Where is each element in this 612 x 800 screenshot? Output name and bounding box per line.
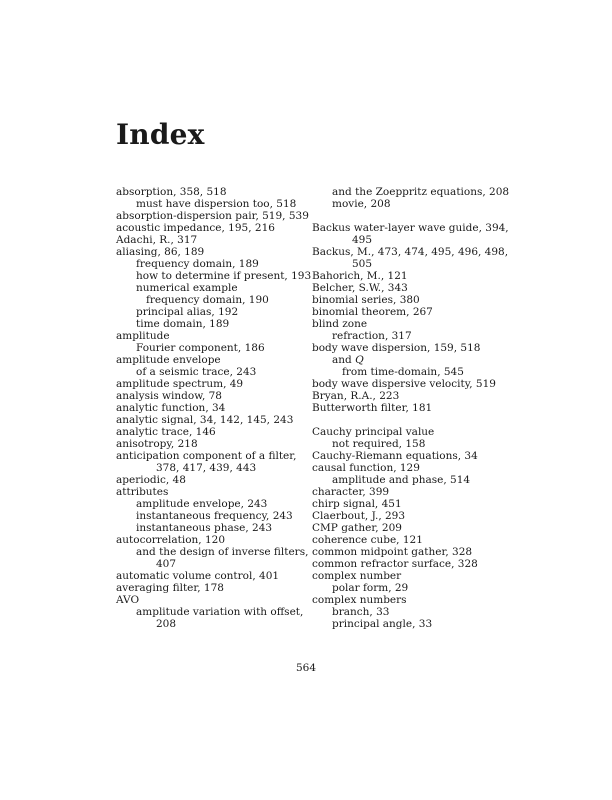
index-subentry: polar form, 29: [332, 582, 409, 594]
index-entry: amplitude spectrum, 49: [116, 378, 244, 390]
index-entry: anticipation component of a filter,: [116, 450, 297, 462]
index-entry: aliasing, 86, 189: [116, 246, 205, 258]
index-entry: common midpoint gather, 328: [312, 546, 473, 558]
index-entry: acoustic impedance, 195, 216: [116, 222, 275, 234]
index-entry: automatic volume control, 401: [116, 570, 280, 582]
index-entry: absorption-dispersion pair, 519, 539: [116, 210, 309, 222]
index-entry: complex number: [312, 570, 402, 582]
index-entry: body wave dispersion, 159, 518: [312, 342, 481, 354]
index-entry: analytic trace, 146: [116, 426, 216, 438]
index-entry: common refractor surface, 328: [312, 558, 478, 570]
index-subentry: amplitude variation with offset,: [136, 606, 304, 618]
index-entry: Belcher, S.W., 343: [312, 282, 408, 294]
index-entry: Bahorich, M., 121: [312, 270, 408, 282]
index-entry: absorption, 358, 518: [116, 186, 227, 198]
section-gap: [312, 414, 502, 426]
index-entry: analytic function, 34: [116, 402, 226, 414]
index-subentry: numerical example: [136, 282, 238, 294]
index-entry: chirp signal, 451: [312, 498, 402, 510]
index-entry: CMP gather, 209: [312, 522, 402, 534]
index-entry: analysis window, 78: [116, 390, 222, 402]
index-entry: body wave dispersive velocity, 519: [312, 378, 496, 390]
index-subentry: and the Zoeppritz equations, 208: [332, 186, 510, 198]
index-entry: anisotropy, 218: [116, 438, 198, 450]
index-subentry: amplitude envelope, 243: [136, 498, 268, 510]
q-symbol: Q: [355, 354, 364, 366]
index-subentry: refraction, 317: [332, 330, 412, 342]
index-subentry: must have dispersion too, 518: [136, 198, 297, 210]
index-subentry: instantaneous phase, 243: [136, 522, 273, 534]
index-entry: binomial series, 380: [312, 294, 420, 306]
index-subentry: instantaneous frequency, 243: [136, 510, 293, 522]
index-entry: autocorrelation, 120: [116, 534, 226, 546]
index-entry: Bryan, R.A., 223: [312, 390, 400, 402]
index-subentry: frequency domain, 190: [146, 294, 269, 306]
section-gap: [312, 210, 502, 222]
index-entry: aperiodic, 48: [116, 474, 186, 486]
index-subentry: time domain, 189: [136, 318, 230, 330]
index-subentry: branch, 33: [332, 606, 390, 618]
index-entry: Backus water-layer wave guide, 394,: [312, 222, 509, 234]
index-entry: complex numbers: [312, 594, 407, 606]
index-subentry: of a seismic trace, 243: [136, 366, 257, 378]
page-title: Index: [116, 118, 205, 151]
index-subentry: 505: [352, 258, 373, 270]
index-subentry: how to determine if present, 193: [136, 270, 312, 282]
index-entry: Adachi, R., 317: [116, 234, 198, 246]
index-entry: analytic signal, 34, 142, 145, 243: [116, 414, 294, 426]
index-entry: Backus, M., 473, 474, 495, 496, 498,: [312, 246, 509, 258]
index-entry: AVO: [116, 594, 140, 606]
index-subentry: 208: [156, 618, 177, 630]
index-entry: Claerbout, J., 293: [312, 510, 406, 522]
index-entry: Cauchy-Riemann equations, 34: [312, 450, 478, 462]
index-entry: binomial theorem, 267: [312, 306, 433, 318]
index-entry: coherence cube, 121: [312, 534, 423, 546]
index-column-right: [312, 186, 510, 630]
index-subentry: 378, 417, 439, 443: [156, 462, 257, 474]
index-entry: amplitude: [116, 330, 170, 342]
index-subentry: frequency domain, 189: [136, 258, 259, 270]
index-entry: Butterworth filter, 181: [312, 402, 433, 414]
index-subentry: and Q: [332, 354, 364, 366]
index-subentry: 407: [156, 558, 177, 570]
index-subentry: principal angle, 33: [332, 618, 433, 630]
index-subentry: movie, 208: [332, 198, 391, 210]
index-subentry: from time-domain, 545: [342, 366, 464, 378]
index-entry: causal function, 129: [312, 462, 420, 474]
index-subentry: Fourier component, 186: [136, 342, 265, 354]
index-column-left: [116, 186, 312, 630]
index-subentry: not required, 158: [332, 438, 426, 450]
index-subentry: and the design of inverse filters,: [136, 546, 309, 558]
page-number: 564: [295, 662, 317, 674]
index-subentry: 495: [352, 234, 373, 246]
index-entry: averaging filter, 178: [116, 582, 224, 594]
index-entry: attributes: [116, 486, 169, 498]
index-entry: amplitude envelope: [116, 354, 221, 366]
index-subentry: principal alias, 192: [136, 306, 239, 318]
index-subentry: amplitude and phase, 514: [332, 474, 471, 486]
index-entry: blind zone: [312, 318, 368, 330]
index-entry: character, 399: [312, 486, 390, 498]
index-entry: Cauchy principal value: [312, 426, 435, 438]
